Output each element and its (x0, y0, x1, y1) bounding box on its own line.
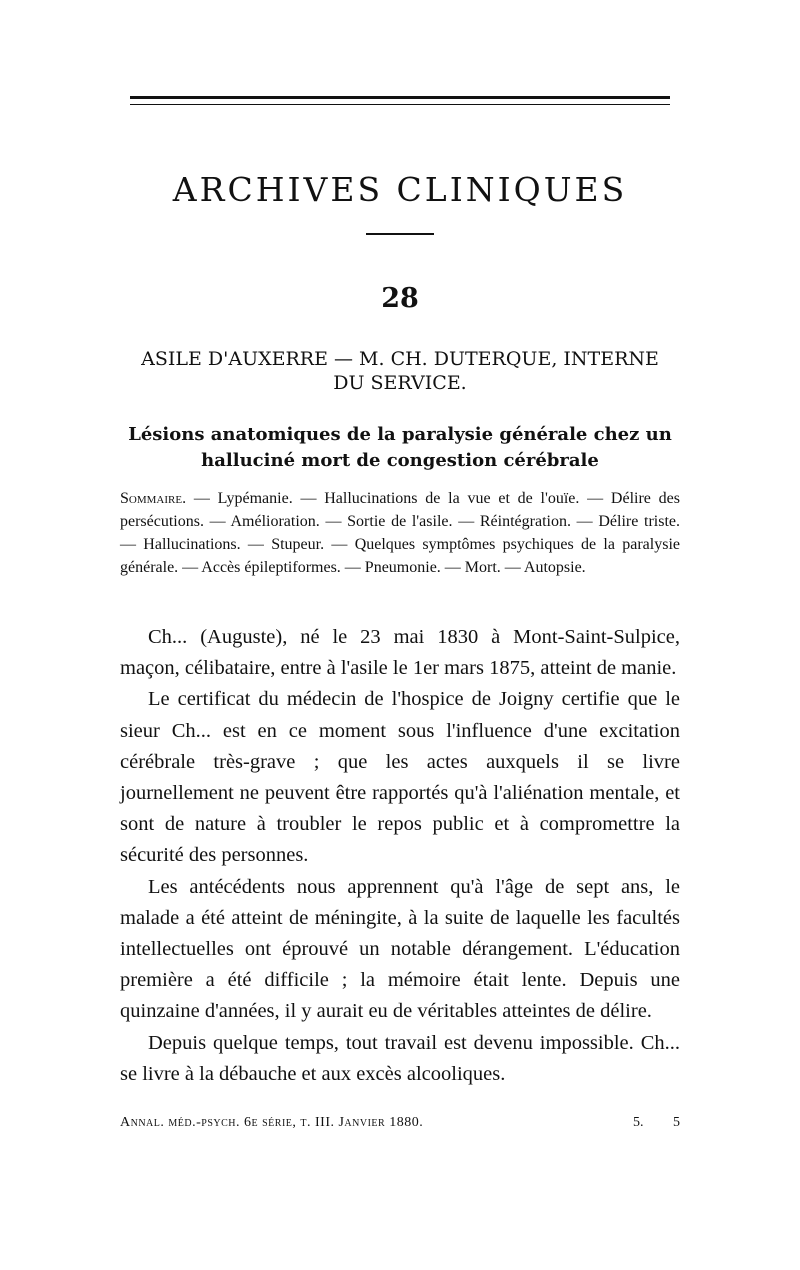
body-text (120, 622, 680, 1090)
signature-mark: 5. (633, 1115, 644, 1130)
paragraph: Ch... (Auguste), né le 23 mai 1830 à Mont-Saint-Sulpice, maçon, célibataire, entre à l'asile le 1er mars 1875, atteint de manie. (120, 626, 680, 680)
article-subtitle: Lésions anatomiques de la paralysie générale chez un halluciné mort de congestion cérébrale (128, 424, 672, 471)
summary-text: — Lypémanie. — Hallucinations de la vue et de l'ouïe. — Délire des persécutions. — Amélioration. — Sortie de l'asile. — Réintégration. — Délire triste. — Hallucinations. — Stupeur. — Quelques symptômes psychiques de la paralysie générale. — Accès épileptiformes. — Pneumonie. — Mort. — Autopsie. (120, 490, 680, 576)
top-double-rule (130, 96, 670, 99)
page-footer (120, 1115, 680, 1131)
journal-reference: Annal. méd.-psych. 6e série, t. III. Janvier 1880. (120, 1115, 424, 1130)
signature-marks (607, 1115, 680, 1131)
signature-mark: 5 (673, 1115, 680, 1130)
summary-label: Sommaire. (120, 490, 187, 507)
title-divider (366, 233, 434, 235)
summary (120, 487, 680, 579)
paragraph: Les antécédents nous apprennent qu'à l'âge de sept ans, le malade a été atteint de méningite, à la suite de laquelle les facultés intellectuelles ont éprouvé un notable dérangement. L'éducation première a été difficile ; la mémoire était lente. Depuis une quinzaine d'années, il y aurait eu de véritables atteintes de délire. (120, 875, 680, 1023)
paragraph: Depuis quelque temps, tout travail est devenu impossible. Ch... se livre à la débauche et aux excès alcooliques. (120, 1031, 680, 1085)
section-title: ARCHIVES CLINIQUES (172, 170, 628, 209)
article-number: 28 (381, 283, 419, 314)
paragraph: Le certificat du médecin de l'hospice de Joigny certifie que le sieur Ch... est en ce moment sous l'influence d'une excitation cérébrale très-grave ; que les actes auxquels il se livre journellement ne peuvent être rapportés qu'à l'aliénation mentale, et sont de nature à troubler le repos public et à compromettre la sécurité des personnes. (120, 688, 680, 867)
top-thin-rule (130, 104, 670, 105)
affiliation: ASILE D'AUXERRE — M. CH. DUTERQUE, INTERNE DU SERVICE. (141, 348, 659, 394)
